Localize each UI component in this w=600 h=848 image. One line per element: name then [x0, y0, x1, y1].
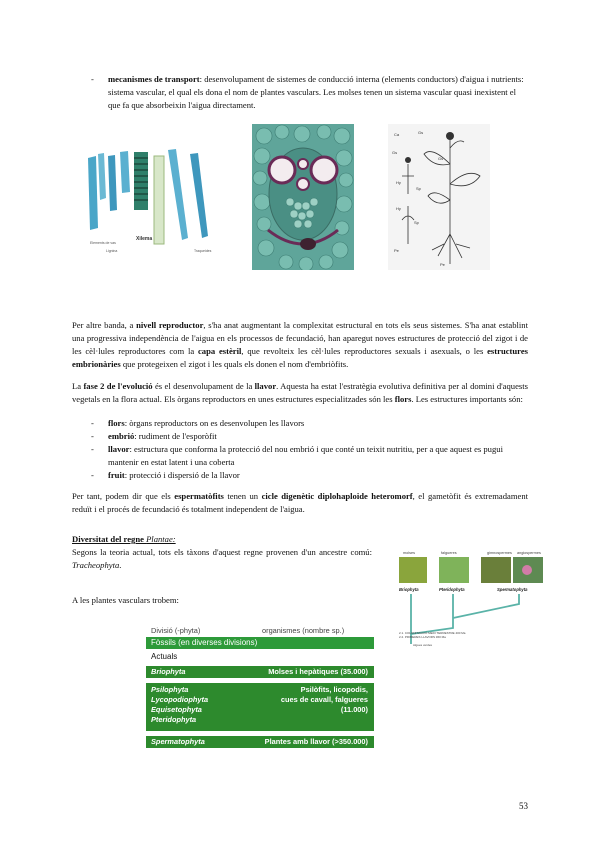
plant-label: Gs	[438, 156, 444, 161]
table-row	[146, 683, 374, 731]
text-run: Per tant, podem dir que els	[72, 491, 175, 501]
plant-label: Hy	[396, 206, 401, 211]
text-run: tenen un	[223, 491, 262, 501]
structure-text: : òrgans reproductors on es desenvolupen les llavors	[124, 418, 305, 428]
row-label: Actuals	[151, 652, 178, 661]
text-run: , el gametòfit és extremadament reduït i el procés de fecundació és totalment independent de l'aigua.	[72, 491, 528, 514]
division-name: Lycopodiophyta	[151, 695, 209, 704]
table-row	[146, 736, 374, 748]
tree-taxon: Spermatophyta	[497, 587, 528, 592]
division-name: Briophyta	[151, 667, 186, 676]
structure-term: flors	[108, 418, 125, 428]
tree-taxon: Pteridophyta	[439, 587, 465, 592]
bullet-dash: -	[91, 470, 94, 480]
tree-root-label: Algues verdes	[413, 643, 433, 647]
text-run: que protegeixen el zigot i les quals els donen el nom d'embriòfits.	[120, 359, 349, 369]
text-run: Segons la teoria actual, tots els tàxons d'aquest regne provenen d'un ancestre comú:	[72, 547, 372, 557]
structure-item-llavor	[91, 443, 528, 469]
phylogeny-figure	[395, 548, 555, 648]
diversitat-paragraph	[72, 546, 372, 572]
trobem-line: A les plantes vasculars trobem:	[72, 595, 179, 605]
plant-label: Ca	[394, 132, 400, 137]
transport-bullet	[91, 73, 528, 112]
bold-term: espermatòfits	[174, 491, 224, 501]
structure-text: : protecció i dispersió de la llavor	[124, 470, 240, 480]
plant-drawing	[388, 124, 490, 270]
text-run: , s'ha anat augmentant la complexitat estructural en tots els seus sistemes. S'ha anat establint una progressiva independència de l'aigua en els processos de fecundació, han aparegut noves estructures de protecció del zigot i de les cèl·lules reproductores com la	[72, 320, 528, 356]
tree-col-label: molses	[403, 551, 416, 555]
gymnosperm-photo	[481, 557, 511, 583]
division-name: Pteridophyta	[151, 715, 197, 724]
division-desc: Molses i hepàtiques (35.000)	[268, 667, 368, 676]
tree-taxon: Briophyta	[399, 587, 419, 592]
lignina-label: Lignina	[106, 249, 118, 253]
vessel-elements	[88, 149, 208, 244]
text-run: , que revolteix les cèl·lules reproductores sexuals i asexuals, o les	[241, 346, 488, 356]
structure-text: : rudiment de l'esporòfit	[134, 431, 217, 441]
bullet-dash: -	[91, 74, 94, 84]
division-name: Equisetophyta	[151, 705, 202, 714]
xylem-figure	[84, 148, 220, 254]
plant-label: Sp	[416, 186, 421, 191]
col-header: Divisió (-phyta)	[151, 626, 201, 635]
plant-label: Sp	[414, 220, 419, 225]
transport-text: : desenvolupament de sistemes de conducció interna (elements conductors) d'aigua i nutrients: sistema vascular, el qual els dona el nom de plantes vasculars. Les molses tenen un sistema vascular quasi inexistent el que fa que absorbeixin l'aigua directament.	[108, 74, 524, 110]
bold-term: estructures embrionàries	[72, 346, 528, 369]
text-run: . Les estructures importants són:	[411, 394, 523, 404]
bold-term: flors	[394, 394, 412, 404]
elements-label: Elements de vas	[90, 241, 116, 245]
xilema-label: Xilema	[136, 236, 153, 242]
plant-label: Gs	[418, 130, 424, 135]
tree-col-label: falgueres	[441, 551, 457, 555]
bold-term: llavor	[254, 381, 277, 391]
transport-term: mecanismes de transport	[108, 74, 200, 84]
division-desc: cues de cavall, falgueres	[280, 695, 368, 704]
page-number: 53	[519, 801, 528, 811]
structure-item-fruit	[91, 469, 528, 482]
structure-term: llavor	[108, 444, 130, 454]
bullet-dash: -	[91, 418, 94, 428]
tree-col-label: gimnospermes	[487, 551, 512, 555]
diversitat-heading	[72, 533, 372, 546]
structure-text: : estructura que conforma la protecció del nou embrió i que conté un teixit nutritiu, per a que aquest es pugui mantenir en estat latent i una coberta	[108, 444, 503, 467]
text-run: La	[72, 381, 84, 391]
bold-term: capa estèril	[197, 346, 242, 356]
bold-term: fase 2 de l'evolució	[83, 381, 153, 391]
division-desc: Plantes amb llavor (>350.000)	[264, 737, 368, 746]
division-desc: Psilòfits, licopodis,	[300, 685, 368, 694]
divisions-table	[146, 625, 374, 748]
bullet-dash: -	[91, 431, 94, 441]
bold-term: nivell reproductor	[136, 320, 204, 330]
division-name: Psilophyta	[151, 685, 189, 694]
text-run: .	[119, 560, 122, 570]
vascular-bundle-micrograph	[252, 124, 354, 270]
col-header: organismes (nombre sp.)	[262, 626, 345, 635]
plant-label: Gs	[392, 150, 398, 155]
tant-paragraph	[72, 490, 528, 516]
text-run: és el desenvolupament de la	[152, 381, 255, 391]
text-run: . Aquesta ha estat l'estratègia evolutiva definitiva per al domini d'aquests vegetals en la flora actual. Els òrgans reproductors en unes estructures especialitzades són les	[72, 381, 528, 404]
plant-label: Pe	[394, 248, 399, 253]
structure-term: embrió	[108, 431, 135, 441]
division-desc: (11.000)	[340, 705, 368, 714]
tree-col-label: angiospermes	[517, 551, 541, 555]
italic-term: Tracheophyta	[72, 560, 120, 570]
text-run: Per altre banda, a	[72, 320, 137, 330]
structure-item-embrio	[91, 430, 528, 443]
table-row	[146, 666, 374, 678]
fase2-paragraph	[72, 380, 528, 406]
division-name: Spermatophyta	[151, 737, 205, 746]
tree-note: 2.1. COLONITZACIÓ MEDI TERRESTRE 400 Ma	[399, 631, 466, 635]
heading-italic: Plantae:	[146, 534, 176, 544]
tree-note: 2.2. PRIMERES LLAVORS 360 Ma	[399, 635, 446, 639]
structure-item-flors	[91, 417, 528, 430]
moss-photo	[399, 557, 427, 583]
bold-term: cicle digenètic diplohaploide heteromorf	[261, 491, 413, 501]
reproductor-paragraph	[72, 319, 528, 371]
structure-term: fruit	[108, 470, 125, 480]
table-row	[146, 649, 374, 664]
table-header	[146, 625, 374, 637]
plant-label: Pe	[440, 262, 445, 267]
bullet-dash: -	[91, 444, 94, 454]
row-label: Fòssils (en diverses divisions)	[151, 638, 258, 647]
traqueides-label: Traqueides	[194, 249, 212, 253]
plant-label: Hy	[396, 180, 401, 185]
fern-photo	[439, 557, 469, 583]
table-row	[146, 637, 374, 649]
heading-text: Diversitat del regne	[72, 534, 147, 544]
